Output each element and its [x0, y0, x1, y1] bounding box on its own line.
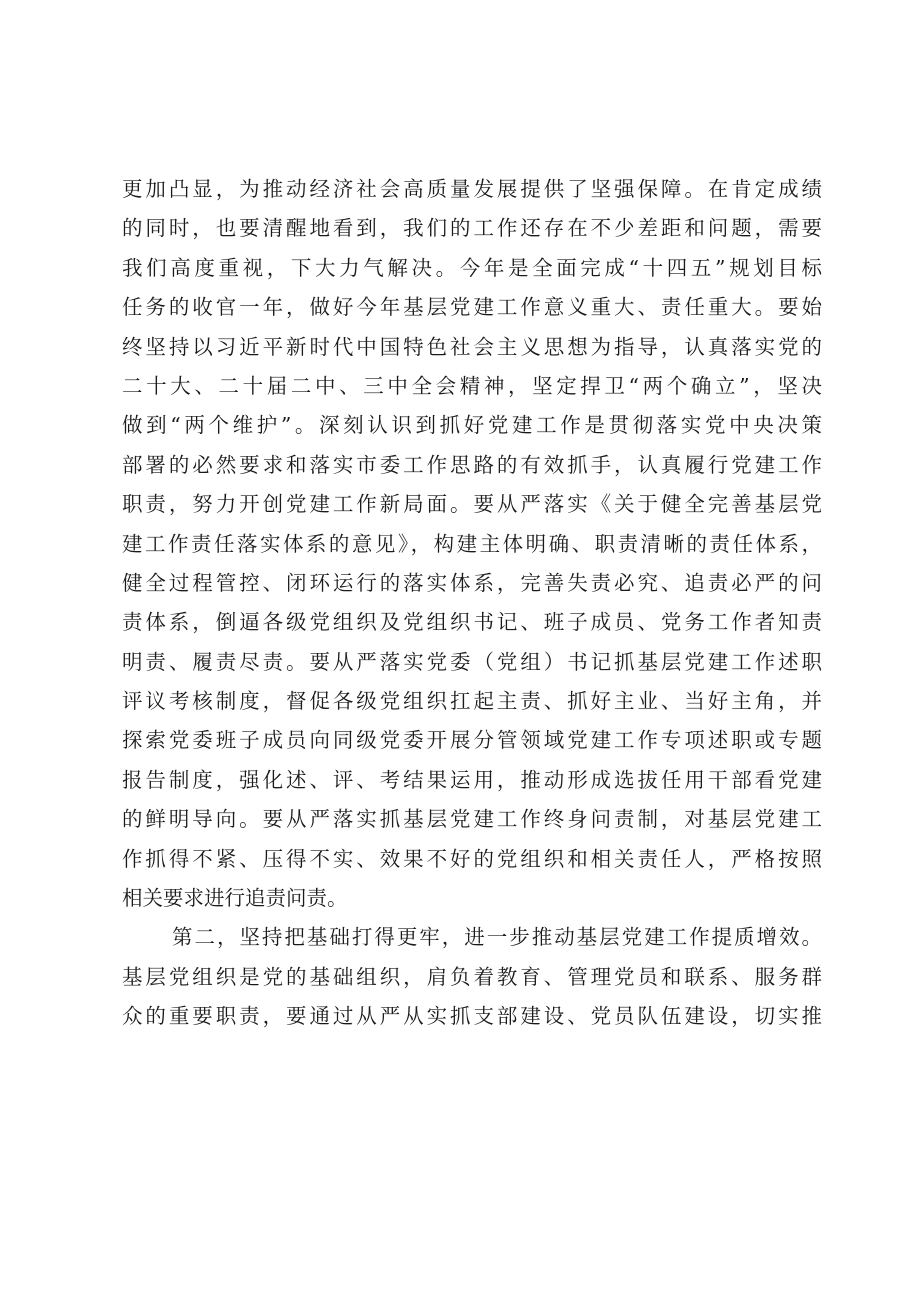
text-line: 终坚持以习近平新时代中国特色社会主义思想为指导，认真落实党的: [122, 334, 822, 359]
section-heading-line: 第二，坚持把基础打得更牢，进一步推动基层党建工作提质增效。: [172, 925, 822, 950]
text-line: 任务的收官一年，做好今年基层党建工作意义重大、责任重大。要始: [122, 295, 822, 320]
document-body: [122, 170, 822, 1037]
text-line: 相关要求进行追责问责。: [122, 886, 348, 911]
text-line: 建工作责任落实体系的意见》，构建主体明确、职责清晰的责任体系，: [122, 531, 822, 556]
text-line: 众的重要职责，要通过从严从实抓支部建设、党员队伍建设，切实推: [122, 1004, 822, 1029]
text-line: 探索党委班子成员向同级党委开展分管领域党建工作专项述职或专题: [122, 728, 822, 753]
text-line: 的鲜明导向。要从严落实抓基层党建工作终身问责制，对基层党建工: [122, 807, 822, 832]
text-line: 明责、履责尽责。要从严落实党委（党组）书记抓基层党建工作述职: [122, 649, 822, 674]
text-line: 职责，努力开创党建工作新局面。要从严落实《关于健全完善基层党: [122, 492, 822, 517]
text-line: 更加凸显，为推动经济社会高质量发展提供了坚强保障。在肯定成绩: [122, 177, 822, 201]
text-line: 基层党组织是党的基础组织，肩负着教育、管理党员和联系、服务群: [122, 964, 822, 989]
text-line: 部署的必然要求和落实市委工作思路的有效抓手，认真履行党建工作: [122, 452, 822, 477]
text-line: 作抓得不紧、压得不实、效果不好的党组织和相关责任人，严格按照: [122, 846, 822, 871]
text-line: 评议考核制度，督促各级党组织扛起主责、抓好主业、当好主角，并: [122, 689, 822, 714]
text-line: 二十大、二十届二中、三中全会精神，坚定捍卫“两个确立”，坚决: [122, 373, 822, 398]
text-line: 健全过程管控、闭环运行的落实体系，完善失责必究、追责必严的问: [122, 570, 822, 595]
text-line: 做到“两个维护”。深刻认识到抓好党建工作是贯彻落实党中央决策: [122, 413, 822, 438]
text-line: 责体系，倒逼各级党组织及党组织书记、班子成员、党务工作者知责: [122, 610, 822, 635]
text-line: 报告制度，强化述、评、考结果运用，推动形成选拔任用干部看党建: [122, 767, 822, 792]
text-line: 我们高度重视，下大力气解决。今年是全面完成“十四五”规划目标: [122, 255, 822, 280]
text-line: 的同时，也要清醒地看到，我们的工作还存在不少差距和问题，需要: [122, 216, 822, 241]
